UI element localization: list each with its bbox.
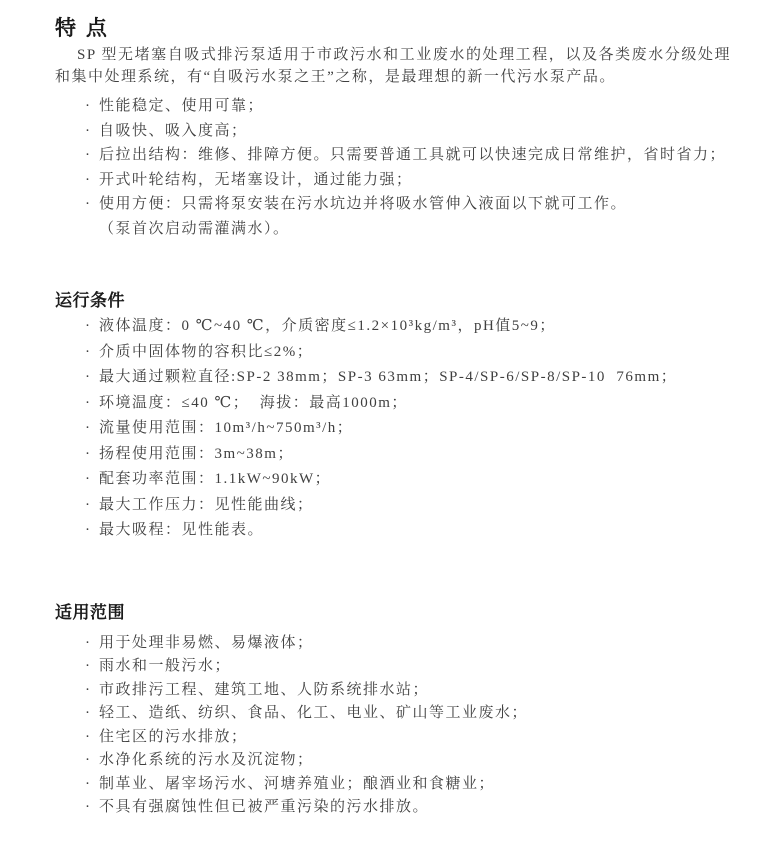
- bullet-text: 轻工、造纸、纺织、食品、化工、电业、矿山等工业废水；: [99, 705, 529, 721]
- bullet-text: 用于处理非易燃、易爆液体；: [99, 634, 314, 651]
- bullet-dot: ·: [85, 445, 92, 462]
- bullet-text: 开式叶轮结构，无堵塞设计，通过能力强；: [99, 171, 413, 188]
- bullet-text: 介质中固体物的容积比≤2%；: [99, 343, 314, 360]
- bullet-text: 后拉出结构：维修、排障方便。只需要普通工具就可以快速完成日常维护，省时省力；: [99, 147, 727, 163]
- bullet-dot: ·: [85, 522, 92, 538]
- features-bullet-list: [85, 94, 732, 217]
- bullet-dot: ·: [85, 799, 92, 815]
- bullet-dot: ·: [85, 196, 92, 212]
- list-item: [85, 796, 732, 820]
- list-item: [85, 467, 732, 493]
- bullet-text: 最大吸程：见性能表。: [99, 522, 265, 538]
- list-item: [85, 168, 732, 193]
- list-item: [85, 493, 732, 519]
- bullet-dot: ·: [85, 496, 92, 513]
- list-item: [85, 749, 732, 773]
- bullet-text: 雨水和一般污水；: [99, 658, 232, 674]
- bullet-dot: ·: [85, 471, 92, 487]
- bullet-text: 最大通过颗粒直径:SP-2 38mm；SP-3 63mm；SP-4/SP-6/SP-8/SP-10 76mm；: [99, 369, 678, 385]
- bullet-dot: ·: [85, 318, 92, 334]
- bullet-text: 自吸快、吸入度高；: [99, 122, 248, 139]
- bullet-text: 液体温度：0 ℃~40 ℃，介质密度≤1.2×10³kg/m³，pH值5~9；: [99, 318, 556, 334]
- bullet-text: 水净化系统的污水及沉淀物；: [99, 752, 314, 768]
- bullet-dot: ·: [85, 171, 92, 188]
- list-item: [85, 655, 732, 679]
- bullet-dot: ·: [85, 343, 92, 360]
- features-note: （泵首次启动需灌满水）。: [99, 220, 290, 237]
- list-item: [85, 340, 732, 366]
- bullet-dot: ·: [85, 728, 92, 745]
- bullet-dot: ·: [85, 705, 92, 721]
- bullet-text: 流量使用范围：10m³/h~750m³/h；: [99, 420, 354, 436]
- bullet-text: 环境温度：≤40 ℃； 海拔：最高1000m；: [99, 394, 408, 411]
- bullet-text: 扬程使用范围：3m~38m；: [99, 445, 294, 462]
- list-item: [85, 94, 732, 119]
- bullet-text: 配套功率范围：1.1kW~90kW；: [99, 471, 332, 487]
- list-item: [85, 143, 732, 168]
- bullet-dot: ·: [85, 369, 92, 385]
- features-intro-paragraph: SP 型无堵塞自吸式排污泵适用于市政污水和工业废水的处理工程，以及各类废水分级处理和集中处理系统，有“自吸污水泵之王”之称，是最理想的新一代污水泵产品。: [55, 47, 731, 85]
- bullet-dot: ·: [85, 681, 92, 698]
- list-item: [85, 679, 732, 703]
- list-item: [85, 632, 732, 656]
- list-item: [85, 726, 732, 750]
- list-item: [85, 442, 732, 468]
- bullet-dot: ·: [85, 394, 92, 411]
- bullet-dot: ·: [85, 775, 92, 792]
- bullet-text: 性能稳定、使用可靠；: [99, 98, 265, 114]
- operating-conditions-bullet-list: [85, 314, 732, 544]
- bullet-dot: ·: [85, 122, 92, 139]
- list-item: [85, 518, 732, 544]
- bullet-text: 不具有强腐蚀性但已被严重污染的污水排放。: [99, 799, 430, 815]
- list-item: [85, 314, 732, 340]
- bullet-dot: ·: [85, 420, 92, 436]
- application-scope-bullet-list: [85, 632, 732, 820]
- bullet-dot: ·: [85, 634, 92, 651]
- list-item: [85, 391, 732, 417]
- bullet-text: 市政排污工程、建筑工地、人防系统排水站；: [99, 681, 430, 698]
- section-title-operating-conditions: 运行条件: [55, 291, 125, 310]
- section-title-features: 特 点: [55, 17, 109, 40]
- bullet-text: 最大工作压力：见性能曲线；: [99, 496, 314, 513]
- bullet-text: 使用方便：只需将泵安装在污水坑边并将吸水管伸入液面以下就可工作。: [99, 196, 628, 212]
- list-item: [85, 702, 732, 726]
- bullet-dot: ·: [85, 147, 92, 163]
- list-item: [85, 119, 732, 144]
- list-item: [85, 365, 732, 391]
- bullet-dot: ·: [85, 658, 92, 674]
- bullet-text: 制革业、屠宰场污水、河塘养殖业；酿酒业和食糖业；: [99, 775, 496, 792]
- bullet-text: 住宅区的污水排放；: [99, 728, 248, 745]
- bullet-dot: ·: [85, 98, 92, 114]
- list-item: [85, 192, 732, 217]
- section-title-application-scope: 适用范围: [55, 602, 125, 622]
- bullet-dot: ·: [85, 752, 92, 768]
- list-item: [85, 773, 732, 797]
- list-item: [85, 416, 732, 442]
